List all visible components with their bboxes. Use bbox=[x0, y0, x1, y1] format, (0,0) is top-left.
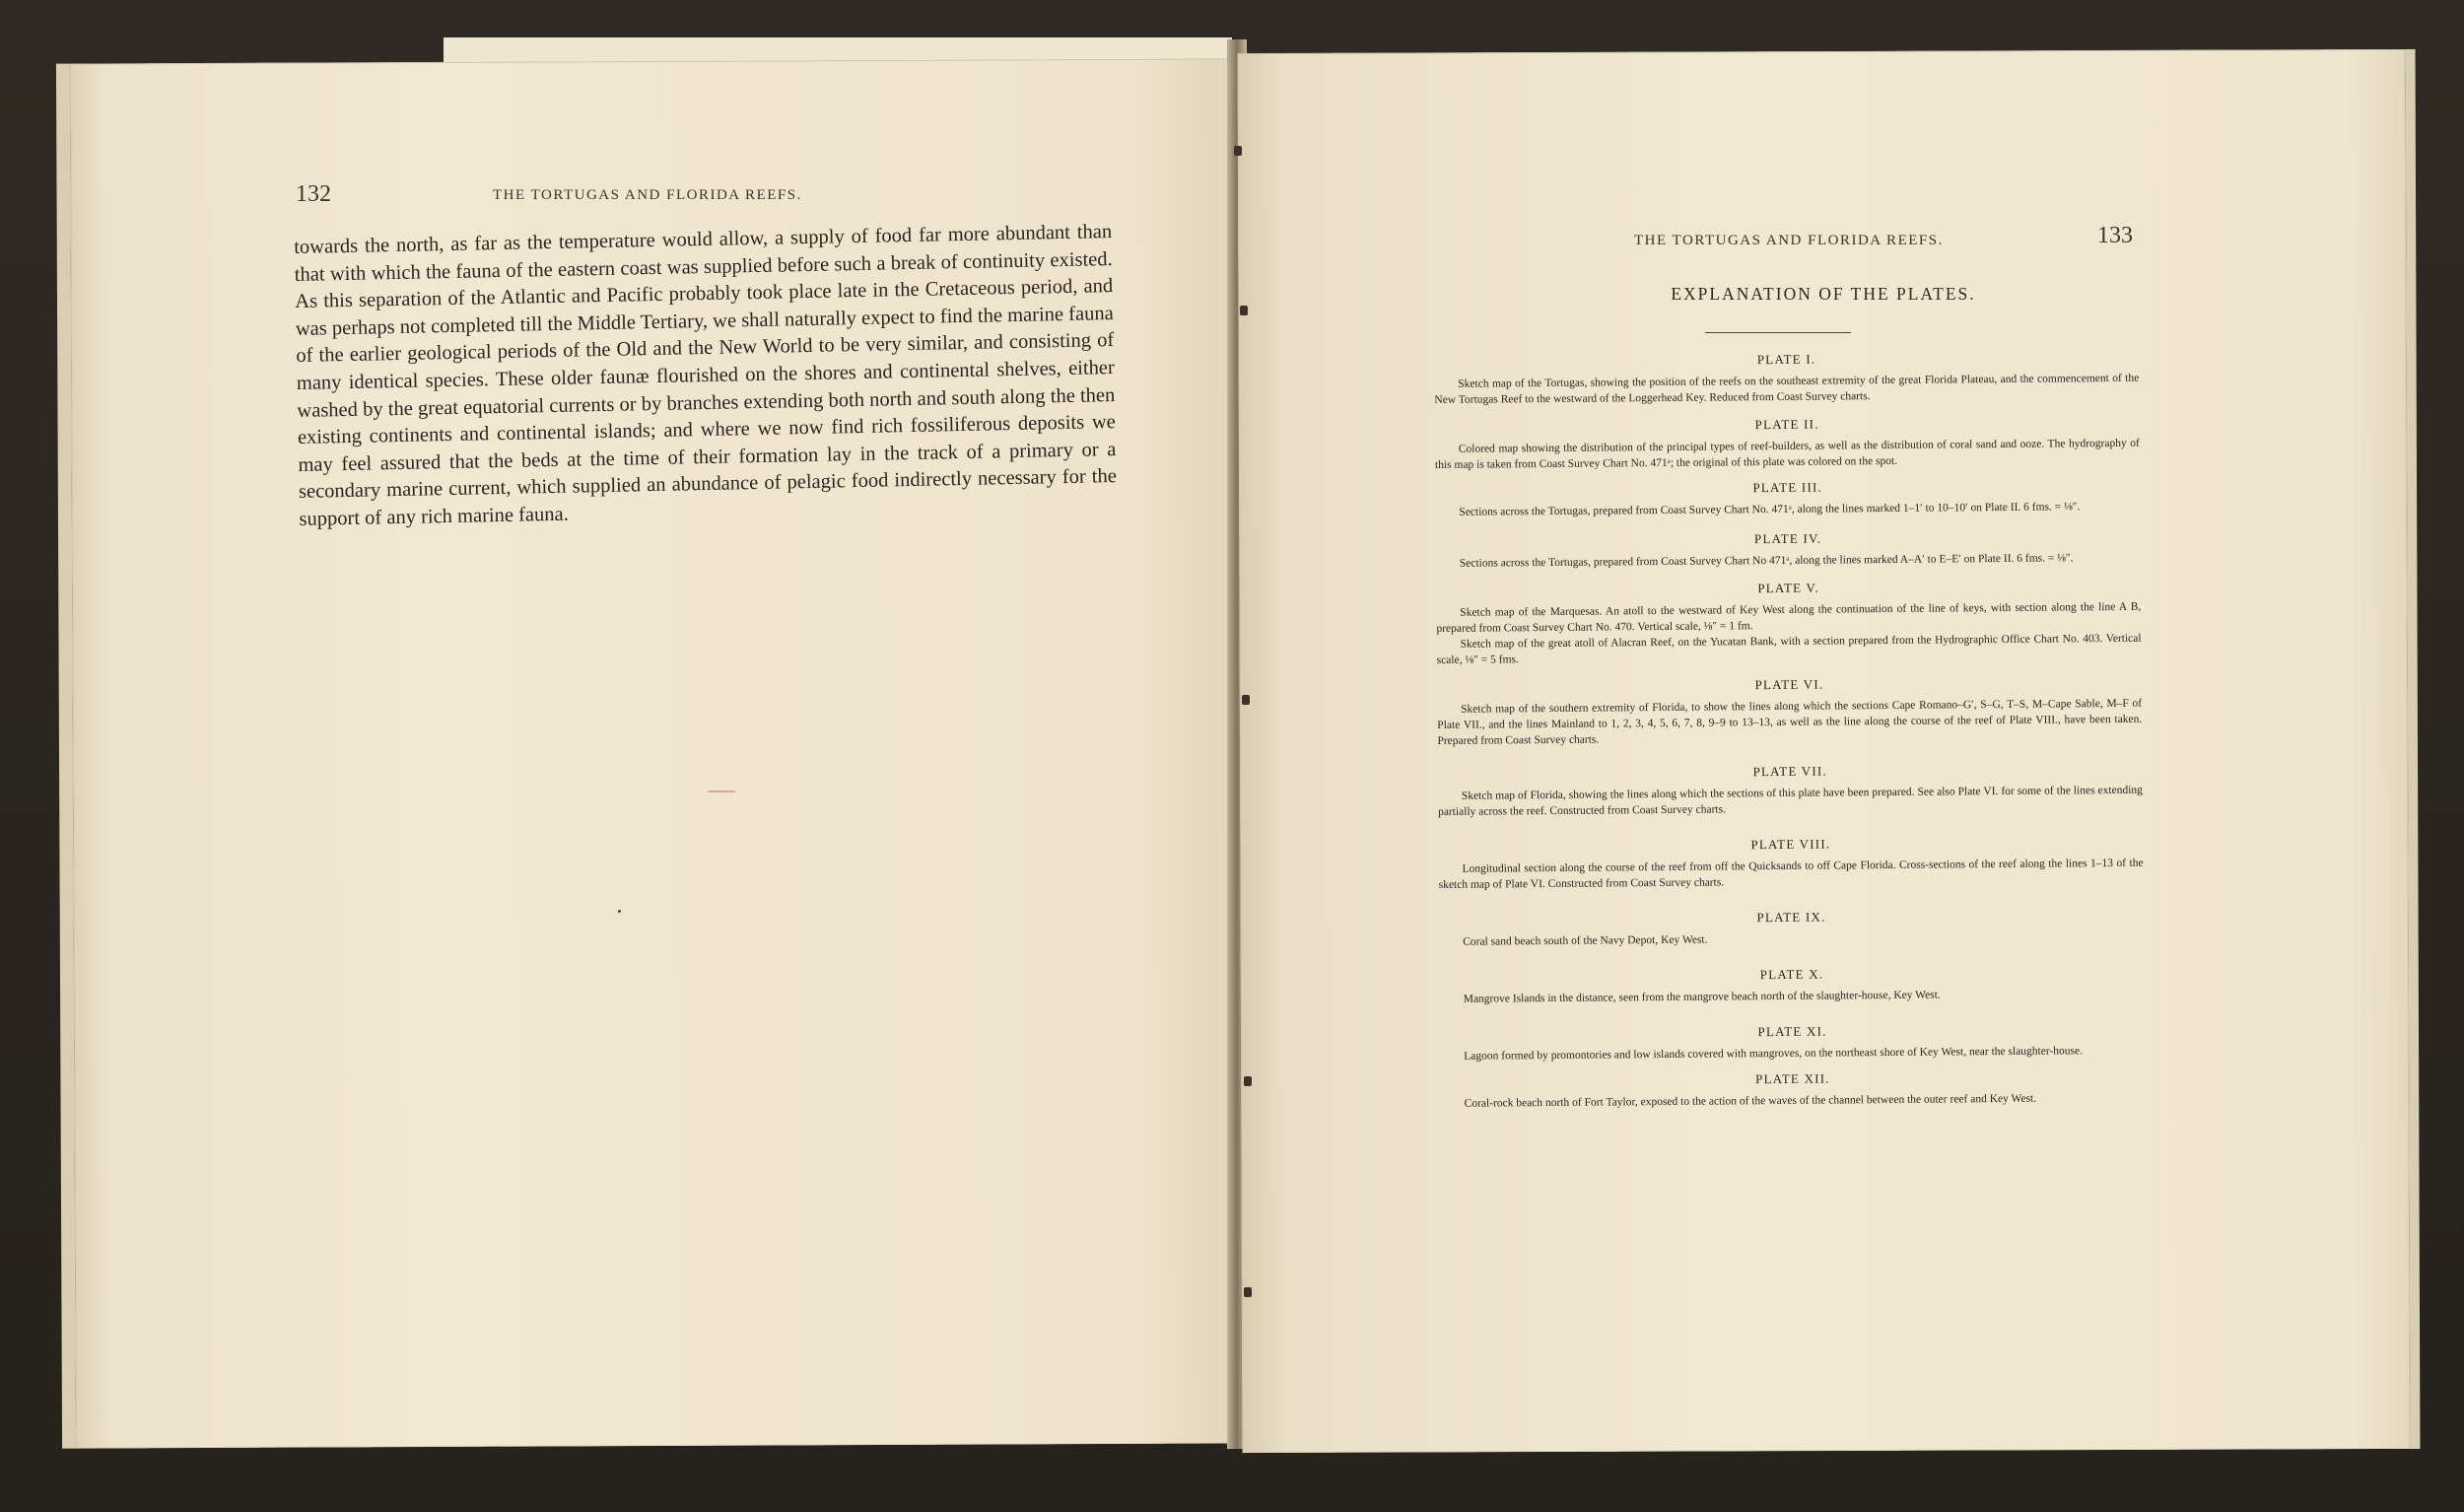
plate-entry bbox=[1436, 578, 2142, 668]
plate-entry bbox=[1435, 414, 2140, 473]
plate-entry bbox=[1435, 477, 2140, 520]
plate-description-second: Sketch map of the great atoll of Alacran Reef, on the Yucatan Bank, with a section prepared from the Hydrographic Office Chart No. 403. Vertical scale, ⅛″ = 5 fms. bbox=[1436, 632, 2142, 666]
plate-title: PLATE XII. bbox=[1755, 1070, 1830, 1087]
plate-entry bbox=[1439, 907, 2144, 950]
plate-description: Sketch map of the southern extremity of Florida, to show the lines along which the sections Cape Romano–G′, S–G, T–S, M–Cape Sable, M–F of Plate VII., and the lines Mainland to 1, 2, 3, 4, 5, 6, 7, 8, 9–9 to 13–13, as well as the line along the course of the reef of Plate VIII., have been taken. Prepared from Coast Survey charts. bbox=[1437, 697, 2143, 747]
plate-description: Coral sand beach south of the Navy Depot, Key West. bbox=[1463, 933, 1708, 948]
heading-rule bbox=[1705, 332, 1851, 333]
plate-description: Longitudinal section along the course of the reef from off the Quicksands to off Cape Florida. Cross-sections of the reef along the lines 1–13 of the sketch map of Plate VI. Constructed from Coast Survey charts. bbox=[1438, 857, 2144, 891]
binding-thread bbox=[1240, 306, 1248, 315]
binding-thread bbox=[1234, 146, 1242, 156]
plate-entry bbox=[1440, 1021, 2145, 1065]
left-body-text bbox=[294, 219, 1118, 533]
plate-title: PLATE X. bbox=[1759, 966, 1824, 983]
plate-title: PLATE VIII. bbox=[1750, 836, 1831, 853]
plate-description: Sketch map of the Tortugas, showing the position of the reefs on the southeast extremity of the great Florida Plateau, and the commencement of the New Tortugas Reef to the westward of the Loggerhead Key. Reduced from Coast Survey charts. bbox=[1434, 372, 2140, 406]
plate-title: PLATE VI. bbox=[1754, 676, 1824, 693]
plate-entry bbox=[1439, 964, 2144, 1007]
plate-title: PLATE V. bbox=[1757, 580, 1819, 596]
plate-title: PLATE IX. bbox=[1756, 909, 1826, 926]
left-running-head: THE TORTUGAS AND FLORIDA REEFS. bbox=[493, 187, 802, 203]
plate-entry bbox=[1438, 761, 2143, 820]
plate-description: Sections across the Tortugas, prepared from Coast Survey Chart No. 471ᵃ, along the lines marked 1–1′ to 10–10′ on Plate II. 6 fms. = ⅛″. bbox=[1459, 501, 2081, 518]
plate-entry bbox=[1434, 349, 2139, 408]
plate-description: Lagoon formed by promontories and low islands covered with mangroves, on the northeast shore of Key West, near the slaughter-house. bbox=[1464, 1045, 2084, 1063]
plate-description: Mangrove Islands in the distance, seen from the mangrove beach north of the slaughter-house, Key West. bbox=[1463, 989, 1941, 1005]
plate-description: Sketch map of Florida, showing the lines along which the sections of this plate have been prepared. See also Plate VI. for some of the lines extending partially across the reef. Constructed from Coast Survey charts. bbox=[1437, 784, 2143, 818]
plate-entry bbox=[1437, 674, 2143, 749]
plate-description: Colored map showing the distribution of the principal types of reef-builders, as well as the distribution of coral sand and ooze. The hydrography of this map is taken from Coast Survey Chart No. 471ᵃ; the original of this plate was colored on the spot. bbox=[1434, 437, 2140, 471]
binding-thread bbox=[1242, 695, 1250, 705]
plate-entry bbox=[1440, 1068, 2145, 1112]
plates-list bbox=[1434, 349, 2146, 1112]
plate-entry bbox=[1436, 528, 2141, 572]
binding-thread bbox=[1244, 1076, 1252, 1086]
plate-title: PLATE VII. bbox=[1752, 763, 1827, 780]
plate-title: PLATE III. bbox=[1752, 479, 1823, 496]
plate-entry bbox=[1438, 834, 2143, 893]
plate-title: PLATE XI. bbox=[1757, 1023, 1827, 1040]
explanation-heading: EXPLANATION OF THE PLATES. bbox=[1671, 284, 1976, 304]
plate-description: Sketch map of the Marquesas. An atoll to the westward of Key West along the continuation of the line of keys, with section along the line A B, prepared from Coast Survey Chart No. 470. Vertical scale, ⅛″ = 1 fm. bbox=[1436, 600, 2142, 635]
plate-description: Sections across the Tortugas, prepared from Coast Survey Chart No 471ᵃ, along the lines marked A–A′ to E–E′ on Plate II. 6 fms. = ⅛″. bbox=[1459, 552, 2074, 570]
plate-title: PLATE I. bbox=[1756, 351, 1816, 368]
red-pencil-mark bbox=[708, 790, 735, 792]
body-paragraph: towards the north, as far as the temperature would allow, a supply of food far more abundant than that with which the fauna of the eastern coast was supplied before such a break of continuity existed. As this separation of the Atlantic and Pacific probably took place late in the Cretaceous period, and was perhaps not completed till the Middle Tertiary, we shall naturally expect to find the marine fauna of the earlier geological periods of the Old and the New World to be very similar, and consisting of many identical species. These older faunæ flourished on the shores and continental shelves, either washed by the great equatorial currents or by branches extending both north and south along the then existing continents and continental islands; and where we now find rich fossiliferous deposits we may feel assured that the beds at the time of their formation lay in the track of a primary or a secondary marine current, which supplied an abundance of pelagic food indirectly necessary for the support of any rich marine fauna. bbox=[294, 221, 1118, 530]
plate-title: PLATE II. bbox=[1754, 416, 1819, 433]
plate-description: Coral-rock beach north of Fort Taylor, exposed to the action of the waves of the channel between the outer reef and Key West. bbox=[1464, 1092, 2037, 1110]
right-page-number: 133 bbox=[2097, 223, 2133, 248]
ink-dot bbox=[618, 910, 621, 913]
plate-title: PLATE IV. bbox=[1753, 530, 1822, 547]
right-running-head: THE TORTUGAS AND FLORIDA REEFS. bbox=[1634, 233, 1944, 248]
left-page-number: 132 bbox=[296, 181, 331, 207]
binding-thread bbox=[1244, 1287, 1252, 1297]
